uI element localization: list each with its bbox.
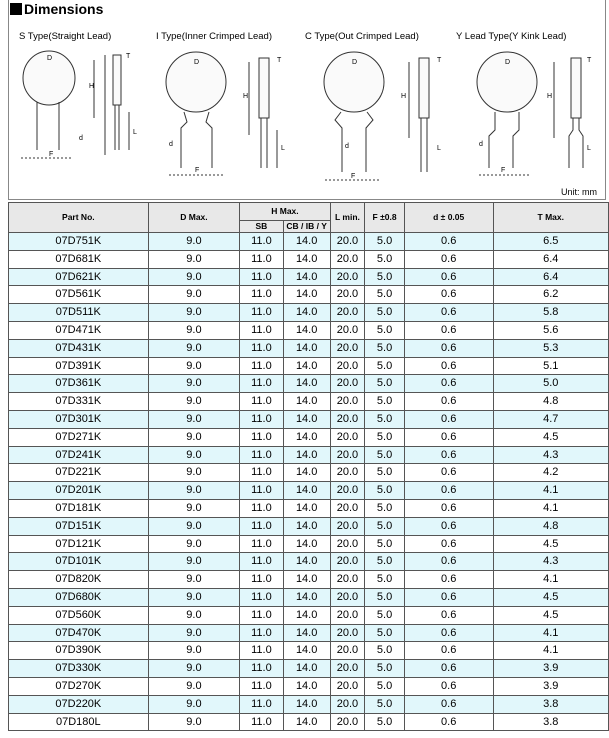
table-cell: 5.0 bbox=[365, 695, 405, 713]
table-cell: 11.0 bbox=[240, 606, 283, 624]
table-cell: 20.0 bbox=[330, 535, 365, 553]
dim-label-l-c: L bbox=[437, 145, 441, 152]
table-cell: 9.0 bbox=[148, 286, 240, 304]
part-number-cell: 07D680K bbox=[9, 588, 149, 606]
part-number-cell: 07D201K bbox=[9, 482, 149, 500]
table-row bbox=[9, 375, 609, 393]
table-cell: 0.6 bbox=[404, 606, 493, 624]
table-cell: 0.6 bbox=[404, 464, 493, 482]
dim-label-h: H bbox=[89, 83, 95, 90]
table-cell: 11.0 bbox=[240, 677, 283, 695]
type-label-s: S Type(Straight Lead) bbox=[19, 31, 112, 42]
table-cell: 14.0 bbox=[283, 357, 330, 375]
table-cell: 20.0 bbox=[330, 446, 365, 464]
dim-label-t-c: T bbox=[437, 57, 442, 64]
dim-label-lead-d-c: d bbox=[345, 143, 349, 150]
dim-label-d-i: D bbox=[194, 59, 200, 66]
table-row bbox=[9, 695, 609, 713]
table-cell: 5.0 bbox=[365, 571, 405, 589]
table-row bbox=[9, 660, 609, 678]
table-cell: 9.0 bbox=[148, 499, 240, 517]
table-row bbox=[9, 553, 609, 571]
table-cell: 14.0 bbox=[283, 695, 330, 713]
table-cell: 11.0 bbox=[240, 499, 283, 517]
table-cell: 4.8 bbox=[493, 393, 609, 411]
table-cell: 6.4 bbox=[493, 250, 609, 268]
table-cell: 14.0 bbox=[283, 624, 330, 642]
table-cell: 11.0 bbox=[240, 339, 283, 357]
table-cell: 0.6 bbox=[404, 357, 493, 375]
table-cell: 5.0 bbox=[365, 482, 405, 500]
table-row bbox=[9, 713, 609, 731]
table-cell: 5.0 bbox=[365, 588, 405, 606]
table-cell: 11.0 bbox=[240, 535, 283, 553]
dim-label-l-i: L bbox=[281, 145, 285, 152]
table-cell: 11.0 bbox=[240, 304, 283, 322]
table-cell: 14.0 bbox=[283, 606, 330, 624]
part-number-cell: 07D361K bbox=[9, 375, 149, 393]
table-cell: 14.0 bbox=[283, 713, 330, 731]
table-cell: 20.0 bbox=[330, 677, 365, 695]
table-cell: 20.0 bbox=[330, 357, 365, 375]
dim-label-l: L bbox=[133, 129, 137, 136]
dim-label-t-i: T bbox=[277, 57, 282, 64]
table-row bbox=[9, 517, 609, 535]
table-cell: 11.0 bbox=[240, 695, 283, 713]
table-cell: 9.0 bbox=[148, 446, 240, 464]
table-cell: 20.0 bbox=[330, 321, 365, 339]
table-cell: 0.6 bbox=[404, 268, 493, 286]
table-row bbox=[9, 464, 609, 482]
table-cell: 20.0 bbox=[330, 233, 365, 251]
type-label-y: Y Lead Type(Y Kink Lead) bbox=[456, 31, 567, 42]
table-cell: 14.0 bbox=[283, 535, 330, 553]
table-cell: 0.6 bbox=[404, 339, 493, 357]
table-cell: 9.0 bbox=[148, 642, 240, 660]
table-row bbox=[9, 250, 609, 268]
c-type-diagram bbox=[324, 52, 429, 180]
dim-label-l-y: L bbox=[587, 145, 591, 152]
table-row bbox=[9, 393, 609, 411]
table-cell: 0.6 bbox=[404, 642, 493, 660]
table-cell: 14.0 bbox=[283, 304, 330, 322]
table-cell: 20.0 bbox=[330, 695, 365, 713]
table-cell: 11.0 bbox=[240, 553, 283, 571]
header-t-max: T Max. bbox=[493, 203, 609, 233]
table-cell: 20.0 bbox=[330, 250, 365, 268]
table-cell: 11.0 bbox=[240, 321, 283, 339]
table-cell: 5.0 bbox=[493, 375, 609, 393]
part-number-cell: 07D561K bbox=[9, 286, 149, 304]
table-row bbox=[9, 268, 609, 286]
table-cell: 5.0 bbox=[365, 304, 405, 322]
table-cell: 14.0 bbox=[283, 410, 330, 428]
table-row bbox=[9, 482, 609, 500]
table-cell: 4.3 bbox=[493, 553, 609, 571]
table-cell: 9.0 bbox=[148, 321, 240, 339]
table-row bbox=[9, 499, 609, 517]
table-cell: 14.0 bbox=[283, 482, 330, 500]
table-cell: 20.0 bbox=[330, 571, 365, 589]
table-cell: 5.0 bbox=[365, 553, 405, 571]
lead-type-diagrams bbox=[9, 0, 607, 200]
table-cell: 9.0 bbox=[148, 357, 240, 375]
table-cell: 0.6 bbox=[404, 624, 493, 642]
table-cell: 5.3 bbox=[493, 339, 609, 357]
table-cell: 20.0 bbox=[330, 410, 365, 428]
table-cell: 14.0 bbox=[283, 233, 330, 251]
header-l-min: L min. bbox=[330, 203, 365, 233]
section-title-text: Dimensions bbox=[24, 1, 104, 17]
table-cell: 20.0 bbox=[330, 713, 365, 731]
table-cell: 14.0 bbox=[283, 375, 330, 393]
table-cell: 4.7 bbox=[493, 410, 609, 428]
table-row bbox=[9, 624, 609, 642]
part-number-cell: 07D820K bbox=[9, 571, 149, 589]
table-cell: 0.6 bbox=[404, 375, 493, 393]
table-cell: 11.0 bbox=[240, 482, 283, 500]
dim-label-d: D bbox=[47, 55, 53, 62]
table-body bbox=[9, 233, 609, 731]
table-cell: 5.0 bbox=[365, 375, 405, 393]
table-cell: 9.0 bbox=[148, 428, 240, 446]
table-cell: 20.0 bbox=[330, 304, 365, 322]
table-cell: 5.0 bbox=[365, 606, 405, 624]
table-cell: 14.0 bbox=[283, 321, 330, 339]
table-cell: 20.0 bbox=[330, 339, 365, 357]
table-cell: 14.0 bbox=[283, 250, 330, 268]
table-row bbox=[9, 286, 609, 304]
table-cell: 20.0 bbox=[330, 482, 365, 500]
dim-label-d-y: D bbox=[505, 59, 511, 66]
part-number-cell: 07D270K bbox=[9, 677, 149, 695]
header-part-no: Part No. bbox=[9, 203, 149, 233]
table-cell: 0.6 bbox=[404, 660, 493, 678]
dim-label-h-y: H bbox=[547, 93, 553, 100]
table-cell: 20.0 bbox=[330, 588, 365, 606]
table-cell: 0.6 bbox=[404, 713, 493, 731]
table-cell: 20.0 bbox=[330, 517, 365, 535]
table-cell: 14.0 bbox=[283, 642, 330, 660]
dim-label-t-y: T bbox=[587, 57, 592, 64]
table-cell: 14.0 bbox=[283, 677, 330, 695]
table-cell: 9.0 bbox=[148, 517, 240, 535]
table-cell: 11.0 bbox=[240, 713, 283, 731]
table-cell: 0.6 bbox=[404, 428, 493, 446]
table-cell: 20.0 bbox=[330, 375, 365, 393]
table-cell: 14.0 bbox=[283, 446, 330, 464]
part-number-cell: 07D681K bbox=[9, 250, 149, 268]
table-cell: 9.0 bbox=[148, 553, 240, 571]
table-cell: 11.0 bbox=[240, 660, 283, 678]
part-number-cell: 07D151K bbox=[9, 517, 149, 535]
table-cell: 9.0 bbox=[148, 695, 240, 713]
table-cell: 20.0 bbox=[330, 606, 365, 624]
table-cell: 20.0 bbox=[330, 464, 365, 482]
table-cell: 20.0 bbox=[330, 660, 365, 678]
table-cell: 0.6 bbox=[404, 553, 493, 571]
table-cell: 11.0 bbox=[240, 428, 283, 446]
table-cell: 0.6 bbox=[404, 517, 493, 535]
table-cell: 20.0 bbox=[330, 268, 365, 286]
table-cell: 9.0 bbox=[148, 588, 240, 606]
table-cell: 4.1 bbox=[493, 571, 609, 589]
part-number-cell: 07D101K bbox=[9, 553, 149, 571]
table-cell: 20.0 bbox=[330, 624, 365, 642]
table-cell: 0.6 bbox=[404, 250, 493, 268]
table-cell: 0.6 bbox=[404, 304, 493, 322]
table-cell: 14.0 bbox=[283, 286, 330, 304]
table-cell: 4.5 bbox=[493, 535, 609, 553]
part-number-cell: 07D391K bbox=[9, 357, 149, 375]
type-label-i: I Type(Inner Crimped Lead) bbox=[156, 31, 272, 42]
part-number-cell: 07D330K bbox=[9, 660, 149, 678]
table-cell: 4.8 bbox=[493, 517, 609, 535]
part-number-cell: 07D180L bbox=[9, 713, 149, 731]
part-number-cell: 07D471K bbox=[9, 321, 149, 339]
table-cell: 0.6 bbox=[404, 446, 493, 464]
table-cell: 14.0 bbox=[283, 499, 330, 517]
part-number-cell: 07D560K bbox=[9, 606, 149, 624]
table-row bbox=[9, 233, 609, 251]
table-cell: 4.5 bbox=[493, 428, 609, 446]
part-number-cell: 07D331K bbox=[9, 393, 149, 411]
table-cell: 0.6 bbox=[404, 695, 493, 713]
table-cell: 14.0 bbox=[283, 268, 330, 286]
table-cell: 6.2 bbox=[493, 286, 609, 304]
table-cell: 4.2 bbox=[493, 464, 609, 482]
table-cell: 5.0 bbox=[365, 233, 405, 251]
table-cell: 11.0 bbox=[240, 375, 283, 393]
table-cell: 5.6 bbox=[493, 321, 609, 339]
table-row bbox=[9, 357, 609, 375]
table-cell: 9.0 bbox=[148, 535, 240, 553]
part-number-cell: 07D751K bbox=[9, 233, 149, 251]
table-row bbox=[9, 446, 609, 464]
table-cell: 3.9 bbox=[493, 660, 609, 678]
part-number-cell: 07D220K bbox=[9, 695, 149, 713]
dim-label-f-y: F bbox=[501, 167, 506, 174]
table-cell: 20.0 bbox=[330, 642, 365, 660]
header-f: F ±0.8 bbox=[365, 203, 405, 233]
table-row bbox=[9, 571, 609, 589]
table-cell: 14.0 bbox=[283, 428, 330, 446]
table-row bbox=[9, 642, 609, 660]
part-number-cell: 07D301K bbox=[9, 410, 149, 428]
table-cell: 5.0 bbox=[365, 677, 405, 695]
table-cell: 0.6 bbox=[404, 499, 493, 517]
table-cell: 9.0 bbox=[148, 713, 240, 731]
table-cell: 14.0 bbox=[283, 393, 330, 411]
table-cell: 11.0 bbox=[240, 286, 283, 304]
table-cell: 4.1 bbox=[493, 642, 609, 660]
dim-label-f-i: F bbox=[195, 167, 200, 174]
dim-label-lead-d-y: d bbox=[479, 141, 483, 148]
table-cell: 5.0 bbox=[365, 393, 405, 411]
table-cell: 14.0 bbox=[283, 571, 330, 589]
part-number-cell: 07D390K bbox=[9, 642, 149, 660]
table-cell: 11.0 bbox=[240, 233, 283, 251]
table-cell: 5.0 bbox=[365, 339, 405, 357]
table-cell: 9.0 bbox=[148, 268, 240, 286]
part-number-cell: 07D181K bbox=[9, 499, 149, 517]
table-cell: 3.8 bbox=[493, 695, 609, 713]
dimensions-panel bbox=[8, 0, 606, 200]
part-number-cell: 07D621K bbox=[9, 268, 149, 286]
table-cell: 9.0 bbox=[148, 233, 240, 251]
table-cell: 0.6 bbox=[404, 535, 493, 553]
table-cell: 11.0 bbox=[240, 517, 283, 535]
dim-label-t: T bbox=[126, 53, 131, 60]
table-cell: 0.6 bbox=[404, 588, 493, 606]
table-cell: 14.0 bbox=[283, 517, 330, 535]
table-cell: 9.0 bbox=[148, 571, 240, 589]
table-cell: 5.0 bbox=[365, 286, 405, 304]
table-cell: 11.0 bbox=[240, 268, 283, 286]
table-cell: 9.0 bbox=[148, 660, 240, 678]
table-cell: 5.0 bbox=[365, 464, 405, 482]
part-number-cell: 07D470K bbox=[9, 624, 149, 642]
part-number-cell: 07D241K bbox=[9, 446, 149, 464]
table-cell: 6.4 bbox=[493, 268, 609, 286]
table-cell: 4.1 bbox=[493, 624, 609, 642]
table-cell: 5.0 bbox=[365, 642, 405, 660]
table-cell: 4.1 bbox=[493, 482, 609, 500]
table-cell: 11.0 bbox=[240, 357, 283, 375]
table-cell: 4.5 bbox=[493, 588, 609, 606]
table-cell: 14.0 bbox=[283, 588, 330, 606]
table-cell: 5.1 bbox=[493, 357, 609, 375]
table-cell: 5.0 bbox=[365, 446, 405, 464]
table-cell: 0.6 bbox=[404, 571, 493, 589]
table-cell: 11.0 bbox=[240, 464, 283, 482]
table-cell: 11.0 bbox=[240, 624, 283, 642]
dim-label-h-i: H bbox=[243, 93, 249, 100]
table-row bbox=[9, 606, 609, 624]
dim-label-lead-d: d bbox=[79, 135, 83, 142]
header-h-max: H Max. bbox=[240, 203, 330, 221]
table-cell: 9.0 bbox=[148, 410, 240, 428]
table-cell: 20.0 bbox=[330, 553, 365, 571]
table-cell: 4.1 bbox=[493, 499, 609, 517]
table-cell: 5.0 bbox=[365, 624, 405, 642]
dim-label-d-c: D bbox=[352, 59, 358, 66]
table-cell: 3.9 bbox=[493, 677, 609, 695]
y-type-diagram bbox=[477, 52, 583, 175]
table-cell: 5.0 bbox=[365, 357, 405, 375]
table-row bbox=[9, 321, 609, 339]
table-cell: 14.0 bbox=[283, 660, 330, 678]
table-cell: 5.0 bbox=[365, 535, 405, 553]
part-number-cell: 07D271K bbox=[9, 428, 149, 446]
table-cell: 4.3 bbox=[493, 446, 609, 464]
header-d-tol: d ± 0.05 bbox=[404, 203, 493, 233]
table-cell: 9.0 bbox=[148, 624, 240, 642]
table-cell: 0.6 bbox=[404, 482, 493, 500]
table-row bbox=[9, 428, 609, 446]
table-cell: 0.6 bbox=[404, 677, 493, 695]
table-cell: 20.0 bbox=[330, 393, 365, 411]
table-cell: 0.6 bbox=[404, 286, 493, 304]
table-cell: 11.0 bbox=[240, 571, 283, 589]
table-cell: 5.0 bbox=[365, 410, 405, 428]
dim-label-f-c: F bbox=[351, 173, 356, 180]
table-cell: 5.8 bbox=[493, 304, 609, 322]
table-row bbox=[9, 588, 609, 606]
header-d-max: D Max. bbox=[148, 203, 240, 233]
header-h-sb: SB bbox=[240, 221, 283, 233]
dim-label-f: F bbox=[49, 151, 54, 158]
table-cell: 14.0 bbox=[283, 464, 330, 482]
table-row bbox=[9, 304, 609, 322]
table-cell: 0.6 bbox=[404, 393, 493, 411]
table-cell: 6.5 bbox=[493, 233, 609, 251]
table-cell: 5.0 bbox=[365, 499, 405, 517]
unit-label: Unit: mm bbox=[561, 187, 597, 197]
table-cell: 9.0 bbox=[148, 464, 240, 482]
table-row bbox=[9, 339, 609, 357]
table-cell: 9.0 bbox=[148, 677, 240, 695]
part-number-cell: 07D511K bbox=[9, 304, 149, 322]
table-cell: 9.0 bbox=[148, 375, 240, 393]
table-cell: 20.0 bbox=[330, 286, 365, 304]
table-cell: 3.8 bbox=[493, 713, 609, 731]
table-row bbox=[9, 535, 609, 553]
header-h-cb: CB / IB / Y bbox=[283, 221, 330, 233]
table-cell: 0.6 bbox=[404, 410, 493, 428]
table-cell: 11.0 bbox=[240, 250, 283, 268]
table-cell: 11.0 bbox=[240, 588, 283, 606]
table-row bbox=[9, 677, 609, 695]
table-cell: 9.0 bbox=[148, 339, 240, 357]
table-cell: 9.0 bbox=[148, 250, 240, 268]
table-cell: 4.5 bbox=[493, 606, 609, 624]
table-cell: 11.0 bbox=[240, 393, 283, 411]
table-cell: 5.0 bbox=[365, 250, 405, 268]
table-cell: 14.0 bbox=[283, 553, 330, 571]
table-cell: 5.0 bbox=[365, 321, 405, 339]
table-cell: 14.0 bbox=[283, 339, 330, 357]
type-label-c: C Type(Out Crimped Lead) bbox=[305, 31, 419, 42]
table-cell: 5.0 bbox=[365, 268, 405, 286]
part-number-cell: 07D431K bbox=[9, 339, 149, 357]
table-cell: 0.6 bbox=[404, 321, 493, 339]
table-cell: 9.0 bbox=[148, 606, 240, 624]
table-cell: 20.0 bbox=[330, 499, 365, 517]
s-type-diagram bbox=[21, 51, 129, 158]
table-cell: 11.0 bbox=[240, 446, 283, 464]
dimension-table bbox=[8, 202, 609, 731]
table-cell: 9.0 bbox=[148, 393, 240, 411]
table-cell: 20.0 bbox=[330, 428, 365, 446]
table-cell: 5.0 bbox=[365, 517, 405, 535]
part-number-cell: 07D221K bbox=[9, 464, 149, 482]
table-cell: 11.0 bbox=[240, 642, 283, 660]
table-cell: 9.0 bbox=[148, 482, 240, 500]
table-cell: 0.6 bbox=[404, 233, 493, 251]
i-type-diagram bbox=[166, 52, 277, 175]
table-cell: 5.0 bbox=[365, 713, 405, 731]
dim-label-h-c: H bbox=[401, 93, 407, 100]
part-number-cell: 07D121K bbox=[9, 535, 149, 553]
table-cell: 9.0 bbox=[148, 304, 240, 322]
table-cell: 5.0 bbox=[365, 660, 405, 678]
table-cell: 11.0 bbox=[240, 410, 283, 428]
dim-label-lead-d-i: d bbox=[169, 141, 173, 148]
table-row bbox=[9, 410, 609, 428]
table-cell: 5.0 bbox=[365, 428, 405, 446]
